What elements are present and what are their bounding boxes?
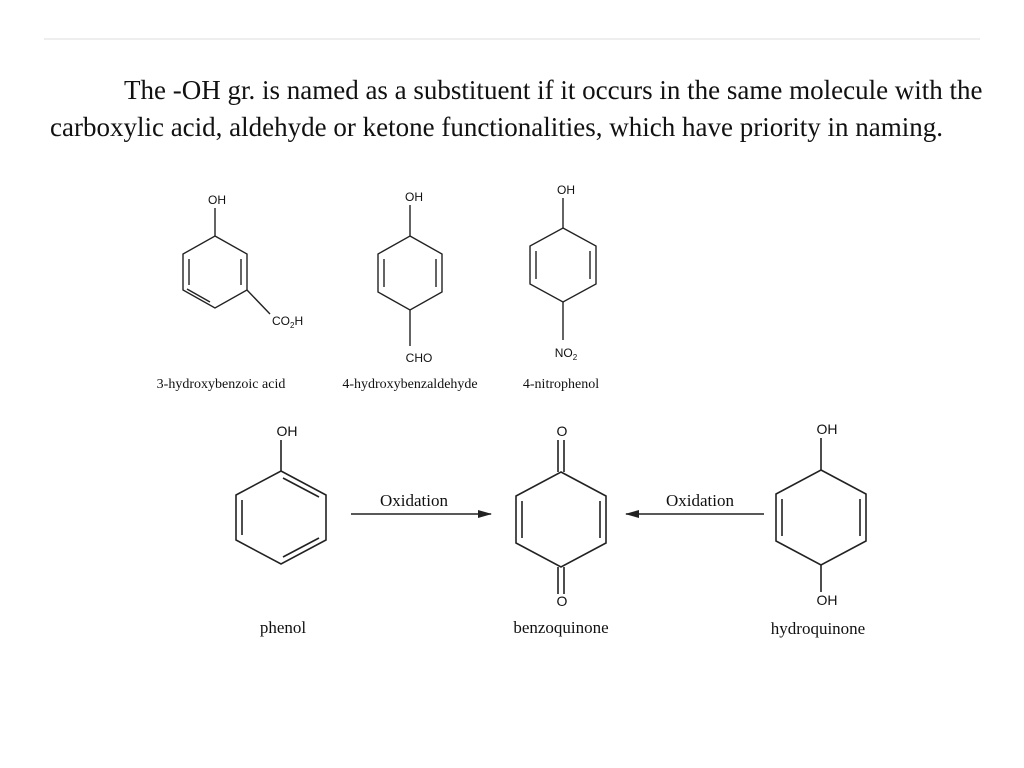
reaction-label: Oxidation	[380, 491, 448, 510]
intro-line-2: carboxylic acid, aldehyde or ketone functionalities, which have priority in naming.	[50, 112, 943, 142]
carboxyl-label: $CO_2H$	[272, 314, 304, 330]
benzene-ring	[183, 236, 247, 308]
carbonyl-oxygen-label: O	[556, 423, 568, 439]
molecule-3-hydroxybenzoic-acid	[157, 193, 303, 392]
hydroxyl-label: OH	[405, 190, 423, 204]
hydroxyl-label: OH	[208, 193, 226, 207]
molecule-benzoquinone	[513, 423, 608, 637]
molecule-name: phenol	[259, 618, 307, 637]
reaction-label: Oxidation	[666, 491, 734, 510]
molecule-hydroquinone	[771, 421, 866, 638]
intro-line-1: The -OH gr. is named as a substituent if it occurs in the same molecule with the	[124, 75, 983, 105]
benzene-ring	[776, 470, 866, 565]
hydroxyl-label: OH	[557, 183, 575, 197]
molecule-name: 4-nitrophenol	[522, 377, 600, 392]
aldehyde-label: CHO	[405, 351, 433, 365]
hydroxyl-label: OH	[816, 592, 838, 608]
nitro-label: $NO_2$	[554, 346, 578, 362]
benzene-ring	[236, 471, 326, 564]
oxidation-arrow-left	[351, 491, 491, 514]
hydroxyl-label: OH	[816, 421, 838, 437]
bond	[247, 290, 270, 314]
benzene-ring	[530, 228, 596, 302]
inner-double-bond	[187, 289, 210, 302]
molecule-4-hydroxybenzaldehyde	[342, 190, 477, 392]
molecule-phenol	[236, 423, 326, 637]
benzene-ring	[378, 236, 442, 310]
carbonyl-oxygen-label: O	[556, 593, 568, 609]
molecule-name: 3-hydroxybenzoic acid	[156, 377, 286, 392]
molecule-4-nitrophenol	[523, 183, 599, 392]
oxidation-arrow-right	[626, 491, 764, 514]
quinone-ring	[516, 472, 606, 567]
molecule-name: 4-hydroxybenzaldehyde	[342, 377, 478, 392]
molecule-name: benzoquinone	[513, 618, 609, 637]
hydroxyl-label: OH	[276, 423, 298, 439]
molecule-name: hydroquinone	[770, 619, 866, 638]
